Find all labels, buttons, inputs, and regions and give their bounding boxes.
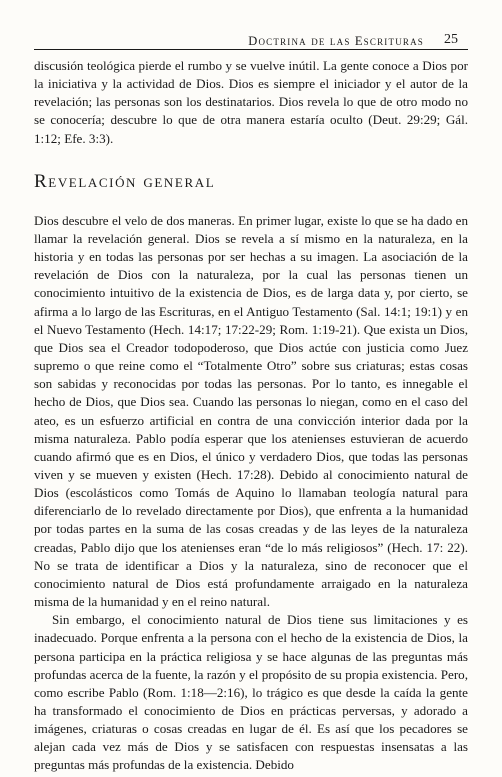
header-rule — [34, 49, 468, 50]
paragraph-continued: discusión teológica pierde el rumbo y se vuelve inútil. La gente conoce a Dios por la iniciativa y la actividad de Dios. Dios es siempre el iniciador y el autor de la revelación; las personas son los destinatarios. Dios revela lo que de otro modo no se conocería; descubre lo que de otra manera estaría oculto (Deut. 29:29; Gál. 1:12; Efe. 3:3). — [34, 58, 468, 146]
running-head — [0, 0, 502, 50]
paragraph: Dios descubre el velo de dos maneras. En primer lugar, existe lo que se ha dado en llamar la revelación general. Dios se revela a sí mismo en la naturaleza, en la historia y en todas las personas por ser hechas a su imagen. La asociación de la revelación de Dios con la naturaleza, por la cual las personas tienen un conocimiento intuitivo de la existencia de Dios, es de larga data y, por cierto, se afirma a lo largo de las Escrituras, en el Antiguo Testamento (Sal. 14:1; 19:1) y en el Nuevo Testamento (Hech. 14:17; 17:22-29; Rom. 1:19-21). Que exista un Dios, que Dios sea el Creador todopoderoso, que Dios actúe con justicia como Juez supremo o que reine como el “Totalmente Otro” sobre sus criaturas; estas cosas son sabidas y reconocidas por todas las personas. Por lo tanto, es innegable el hecho de Dios, que Dios sea. Cuando las personas lo niegan, como en el caso del ateo, es un esfuerzo artificial en contra de una convicción interior dada por la misma naturaleza. Pablo podía esperar que los atenienses estuvieran de acuerdo cuando afirmó que es en Dios, el único y verdadero Dios, que todas las personas viven y se mueven y existen (Hech. 17:28). Debido al conocimiento natural de Dios (escolásticos como Tomás de Aquino lo llamaban teología natural para diferenciarlo de lo revelado directamente por Dios), que enfrenta a la humanidad por todas partes en la suma de las cosas creadas y de las leyes de la naturaleza creadas, Pablo dijo que los atenienses eran “de lo más religiosos” (Hech. 17: 22). No se trata de identificar a Dios y la naturaleza, sino de reconocer que el conocimiento natural de Dios está profundamente arraigado en la naturaleza misma de la humanidad y en el reino natural. — [34, 212, 468, 610]
paragraph: Sin embargo, el conocimiento natural de Dios tiene sus limitaciones y es inadecuado. Porque enfrenta a la persona con el hecho de la existencia de Dios, la persona participa en la práctica religiosa y se hace algunas de las preguntas más profundas acerca de la fuente, la razón y el propósito de su propia existencia. Pero, como escribe Pablo (Rom. 1:18—2:16), lo trágico es que desde la caída la gente ha transformado el conocimiento de Dios en prácticas perversas, y adorado a imágenes, criaturas o cosas creadas en lugar de él. Es así que los pecadores se alejan cada vez más de Dios y se satisfacen con respuestas insensatas a las preguntas más profundas de la existencia. Debido — [34, 612, 468, 773]
section-heading: Revelación general — [34, 170, 216, 192]
body-text — [34, 57, 468, 775]
running-head-title: Doctrina de las Escrituras — [248, 34, 424, 48]
page-number: 25 — [444, 32, 458, 47]
